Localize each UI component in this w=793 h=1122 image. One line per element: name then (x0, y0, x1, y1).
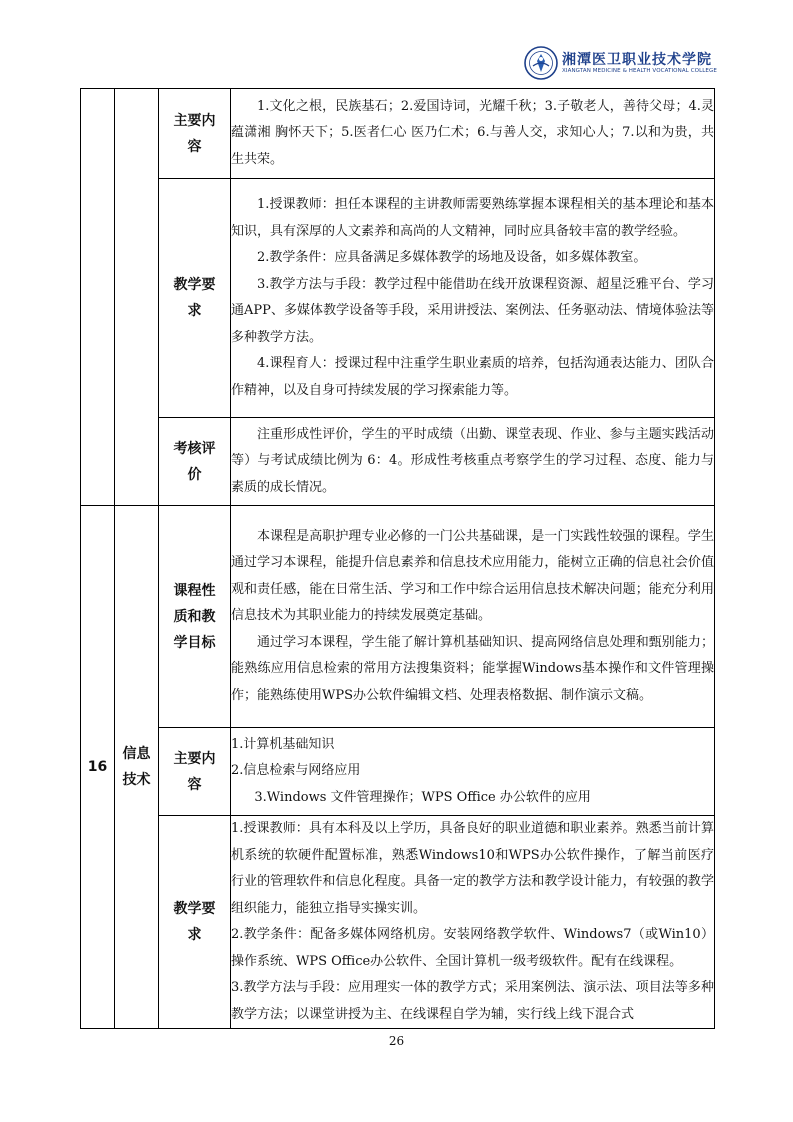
course-number: 16 (81, 506, 115, 1029)
college-name-english: XIANGTAN MEDICINE & HEALTH VOCATIONAL COLLEGE (562, 68, 717, 74)
table-row (81, 728, 715, 816)
row-label-main-content: 主要内 容 (159, 89, 231, 179)
table-row (81, 816, 715, 1029)
row-label-teaching-requirements: 教学要 求 (159, 816, 231, 1029)
course-name: 信息 技术 (115, 506, 159, 1029)
curriculum-table (80, 88, 715, 1029)
row-label-course-nature: 课程性 质和教 学目标 (159, 506, 231, 728)
table-row (81, 89, 715, 179)
page-number: 26 (388, 1034, 405, 1048)
row-label-assessment: 考核评 价 (159, 418, 231, 506)
table-row (81, 506, 715, 728)
row-label-teaching-requirements: 教学要 求 (159, 179, 231, 418)
course-number-cell-empty (81, 89, 115, 506)
main-content-cell: 1.计算机基础知识 2.信息检索与网络应用 3.Windows 文件管理操作；WPS Office 办公软件的应用 (231, 728, 715, 816)
teaching-requirements-cell: 1.授课教师：具有本科及以上学历，具备良好的职业道德和职业素养。熟悉当前计算机系统的软硬件配置标准，熟悉Windows10和WPS办公软件操作，了解当前医疗行业的管理软件和信息化程度。具备一定的教学方法和教学设计能力，有较强的教学组织能力，能独立指导实操实训。 2.教学条件：配备多媒体网络机房。安装网络教学软件、Windows7（或Win10）操作系统、WPS Office办公软件、全国计算机一级考级软件。配有在线课程。 3.教学方法与手段：应用理实一体的教学方式；采用案例法、演示法、项目法等多种教学方法；以课堂讲授为主、在线课程自学为辅，实行线上线下混合式 (231, 816, 715, 1029)
table-row (81, 179, 715, 418)
assessment-cell: 注重形成性评价，学生的平时成绩（出勤、课堂表现、作业、参与主题实践活动等）与考试成绩比例为 6：4。形成性考核重点考察学生的学习过程、态度、能力与素质的成长情况。 (231, 418, 715, 506)
table-row (81, 418, 715, 506)
college-logo (524, 44, 724, 84)
college-emblem-icon (524, 46, 558, 80)
course-nature-cell: 本课程是高职护理专业必修的一门公共基础课，是一门实践性较强的课程。学生通过学习本课程，能提升信息素养和信息技术应用能力，能树立正确的信息社会价值观和责任感，能在日常生活、学习和工作中综合运用信息技术解决问题；能充分利用信息技术为其职业能力的持续发展奠定基础。 通过学习本课程，学生能了解计算机基础知识、提高网络信息处理和甄别能力；能熟练应用信息检索的常用方法搜集资料；能掌握Windows基本操作和文件管理操作；能熟练使用WPS办公软件编辑文档、处理表格数据、制作演示文稿。 (231, 506, 715, 728)
course-name-cell-empty (115, 89, 159, 506)
college-name: 湘潭医卫职业技术学院 (562, 52, 712, 68)
row-label-main-content: 主要内 容 (159, 728, 231, 816)
teaching-requirements-cell: 1.授课教师：担任本课程的主讲教师需要熟练掌握本课程相关的基本理论和基本知识，具有深厚的人文素养和高尚的人文精神，同时应具备较丰富的教学经验。 2.教学条件：应具备满足多媒体教学的场地及设备，如多媒体教室。 3.教学方法与手段：教学过程中能借助在线开放课程资源、超星泛雅平台、学习通APP、多媒体教学设备等手段，采用讲授法、案例法、任务驱动法、情境体验法等多种教学方法。 4.课程育人：授课过程中注重学生职业素质的培养，包括沟通表达能力、团队合作精神，以及自身可持续发展的学习探索能力等。 (231, 179, 715, 418)
main-content-cell: 1.文化之根，民族基石；2.爱国诗词，光耀千秋；3.子敬老人，善待父母；4.灵蕴潇湘 胸怀天下；5.医者仁心 医乃仁术；6.与善人交，求知心人；7.以和为贵，共生共荣。 (231, 89, 715, 179)
